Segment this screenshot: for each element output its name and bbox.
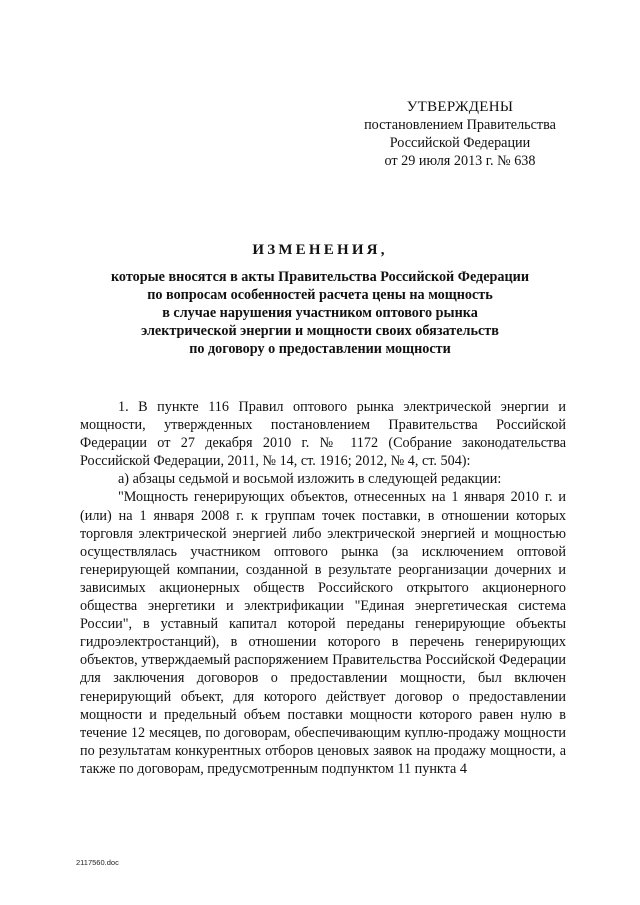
document-title: ИЗМЕНЕНИЯ, bbox=[252, 242, 388, 258]
body-paragraph: 1. В пункте 116 Правил оптового рынка электрической энергии и мощности, утвержденных постановлением Правительства Российской Федерации от 27 декабря 2010 г. № 1172 (Собрание законодательства Российской Федерации, 2011, № 14, ст. 1916; 2012, № 4, ст. 504): bbox=[80, 399, 566, 470]
approval-line: Российской Федерации bbox=[389, 135, 531, 151]
body-paragraph: а) абзацы седьмой и восьмой изложить в следующей редакции: bbox=[118, 471, 502, 488]
heading-subtitle-line: электрической энергии и мощности своих обязательств bbox=[141, 323, 499, 339]
document-heading bbox=[60, 240, 580, 358]
heading-subtitle-line: которые вносятся в акты Правительства Российской Федерации bbox=[110, 269, 530, 285]
document-body bbox=[80, 398, 566, 778]
heading-subtitle-line: в случае нарушения участником оптового рынка bbox=[162, 305, 478, 321]
approval-line: постановлением Правительства bbox=[364, 117, 556, 133]
approval-block bbox=[330, 98, 590, 170]
heading-subtitle-line: по вопросам особенностей расчета цены на мощность bbox=[147, 287, 493, 303]
approval-stamp: УТВЕРЖДЕНЫ bbox=[406, 99, 514, 115]
footer-doc-code: 2117560.doc bbox=[76, 858, 119, 867]
heading-subtitle-line: по договору о предоставлении мощности bbox=[189, 341, 451, 357]
body-paragraph: "Мощность генерирующих объектов, отнесенных на 1 января 2010 г. и (или) на 1 января 2008 г. к группам точек поставки, в отношении которых торговля электрической энергией либо электрической энергией и мощностью осуществлялась участником оптового рынка (за исключением оптовой генерирующей компании, созданной в результате реорганизации дочерних и зависимых акционерных обществ Российского открытого акционерного общества энергетики и электрификации "Единая энергетическая система России", в уставный капитал которой переданы генерирующие объекты гидроэлектростанций), в отношении которого в перечень генерирующих объектов, утверждаемый распоряжением Правительства Российской Федерации для заключения договоров о предоставлении мощности, был включен генерирующий объект, для которого действует договор о предоставлении мощности и предельный объем поставки мощности которого равен нулю в течение 12 месяцев, по договорам, обеспечивающим куплю-продажу мощности по результатам конкурентных отборов ценовых заявок на продажу мощности, а также по договорам, предусмотренным подпунктом 11 пункта 4 bbox=[80, 489, 566, 777]
approval-date-number: от 29 июля 2013 г. № 638 bbox=[384, 153, 536, 169]
